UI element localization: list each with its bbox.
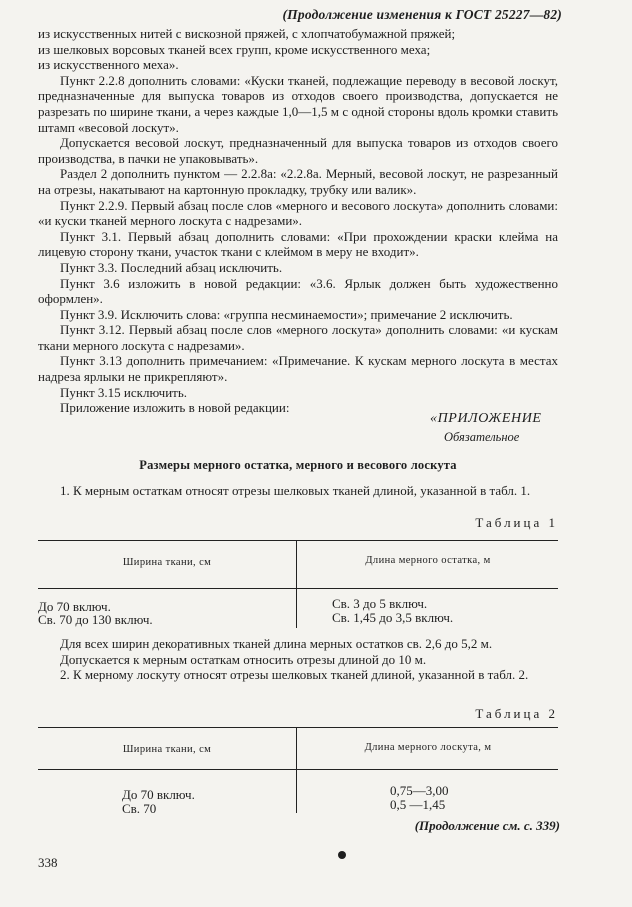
table-rule — [38, 769, 558, 770]
paragraph: Пункт 3.9. Исключить слова: «группа несминаемости»; примечание 2 исключить. — [60, 306, 513, 322]
paragraph: Пункт 3.1. Первый абзац дополнить словами: «При прохождении краски клейма на лицевую сторону ткани, участок ткани с клеймом в меру не входит». — [38, 228, 558, 260]
table-cell: Св. 3 до 5 включ. — [332, 596, 428, 611]
table-column-divider — [296, 727, 297, 813]
paragraph: Пункт 3.3. Последний абзац исключить. — [60, 259, 283, 275]
table-rule — [38, 588, 558, 589]
paragraph: из шелковых ворсовых тканей всех групп, кроме искусственного меха; — [38, 41, 431, 57]
amendment-text — [38, 26, 558, 416]
table-cell: Св. 70 — [122, 801, 157, 816]
text-after-table1 — [38, 636, 558, 683]
paragraph: Приложение изложить в новой редакции: — [60, 400, 290, 416]
table-rule — [38, 540, 558, 541]
table1-header-length: Длина мерного остатка, м — [365, 555, 491, 566]
table2-label: Таблица 2 — [475, 706, 558, 721]
section-heading: Размеры мерного остатка, мерного и весового лоскута — [139, 458, 457, 472]
paragraph: из искусственного меха». — [38, 57, 179, 73]
paragraph: Пункт 2.2.8 дополнить словами: «Куски тканей, подлежащие переводу в весовой лоскут, предназначенные для выпуска товаров из отходов своего производства, допускается не разрезать по ширине ткани, а через каждые 1,0—1,5 м с одной стороны вдоль кромки ставить штамп «весовой лоскут». — [38, 72, 558, 135]
running-head: (Продолжение изменения к ГОСТ 25227—82) — [282, 7, 562, 22]
paragraph: Для всех ширин декоративных тканей длина мерных остатков св. 2,6 до 5,2 м. — [60, 636, 493, 651]
paragraph: из искусственных нитей с вискозной пряжей, с хлопчатобумажной пряжей; — [38, 26, 456, 41]
table-cell: 0,75—3,00 — [390, 783, 449, 798]
paragraph: Пункт 3.12. Первый абзац после слов «мерного лоскута» дополнить словами: «и кускам ткани мерного лоскута с надрезами». — [38, 322, 558, 353]
paragraph: Допускается весовой лоскут, предназначенный для выпуска товаров из отходов своего производства, в пачки не упаковывать». — [38, 135, 558, 166]
paragraph: Раздел 2 дополнить пунктом — 2.2.8а: «2.2.8а. Мерный, весовой лоскут, не разрезанный на отрезы, накатывают на картонную прокладку, трубку или валик». — [38, 166, 558, 197]
table-cell: До 70 включ. — [38, 599, 111, 614]
paragraph: 2. К мерному лоскуту относят отрезы шелковых тканей длиной, указанной в табл. 2. — [60, 667, 529, 683]
continuation-note: (Продолжение см. с. 339) — [414, 818, 560, 833]
table1 — [38, 540, 558, 630]
paragraph: Пункт 3.6 изложить в новой редакции: «3.6. Ярлык должен быть художественно оформлен». — [38, 275, 558, 307]
paragraph: Пункт 3.15 исключить. — [60, 384, 188, 400]
table2-header-length: Длина мерного лоскута, м — [364, 742, 492, 753]
table1-intro: 1. К мерным остаткам относят отрезы шелковых тканей длиной, указанной в табл. 1. — [60, 483, 531, 498]
table1-header-width: Ширина ткани, см — [122, 557, 212, 568]
paragraph: Пункт 3.13 дополнить примечанием: «Примечание. К кускам мерного лоскута в местах надреза ярлыки не прикрепляют». — [38, 353, 558, 385]
table-rule — [38, 727, 558, 728]
dot-mark — [338, 851, 346, 859]
table-column-divider — [296, 540, 297, 589]
table1-label: Таблица 1 — [475, 515, 558, 530]
appendix-title: «ПРИЛОЖЕНИЕ — [430, 411, 542, 426]
table2-header-width: Ширина ткани, см — [122, 744, 212, 755]
paragraph: Пункт 2.2.9. Первый абзац после слов «мерного и весового лоскута» дополнить словами: «и куски тканей мерного лоскута с надрезами». — [38, 197, 558, 229]
table2 — [38, 727, 558, 817]
paragraph: Допускается к мерным остаткам относить отрезы длиной до 10 м. — [60, 651, 427, 667]
table-cell: Св. 1,45 до 3,5 включ. — [332, 610, 454, 625]
table-cell: До 70 включ. — [122, 787, 195, 802]
appendix-subtitle: Обязательное — [444, 430, 520, 444]
table-column-divider — [296, 588, 297, 628]
page-number: 338 — [38, 855, 58, 870]
table-cell: Св. 70 до 130 включ. — [38, 612, 153, 627]
table-cell: 0,5 —1,45 — [390, 797, 446, 812]
